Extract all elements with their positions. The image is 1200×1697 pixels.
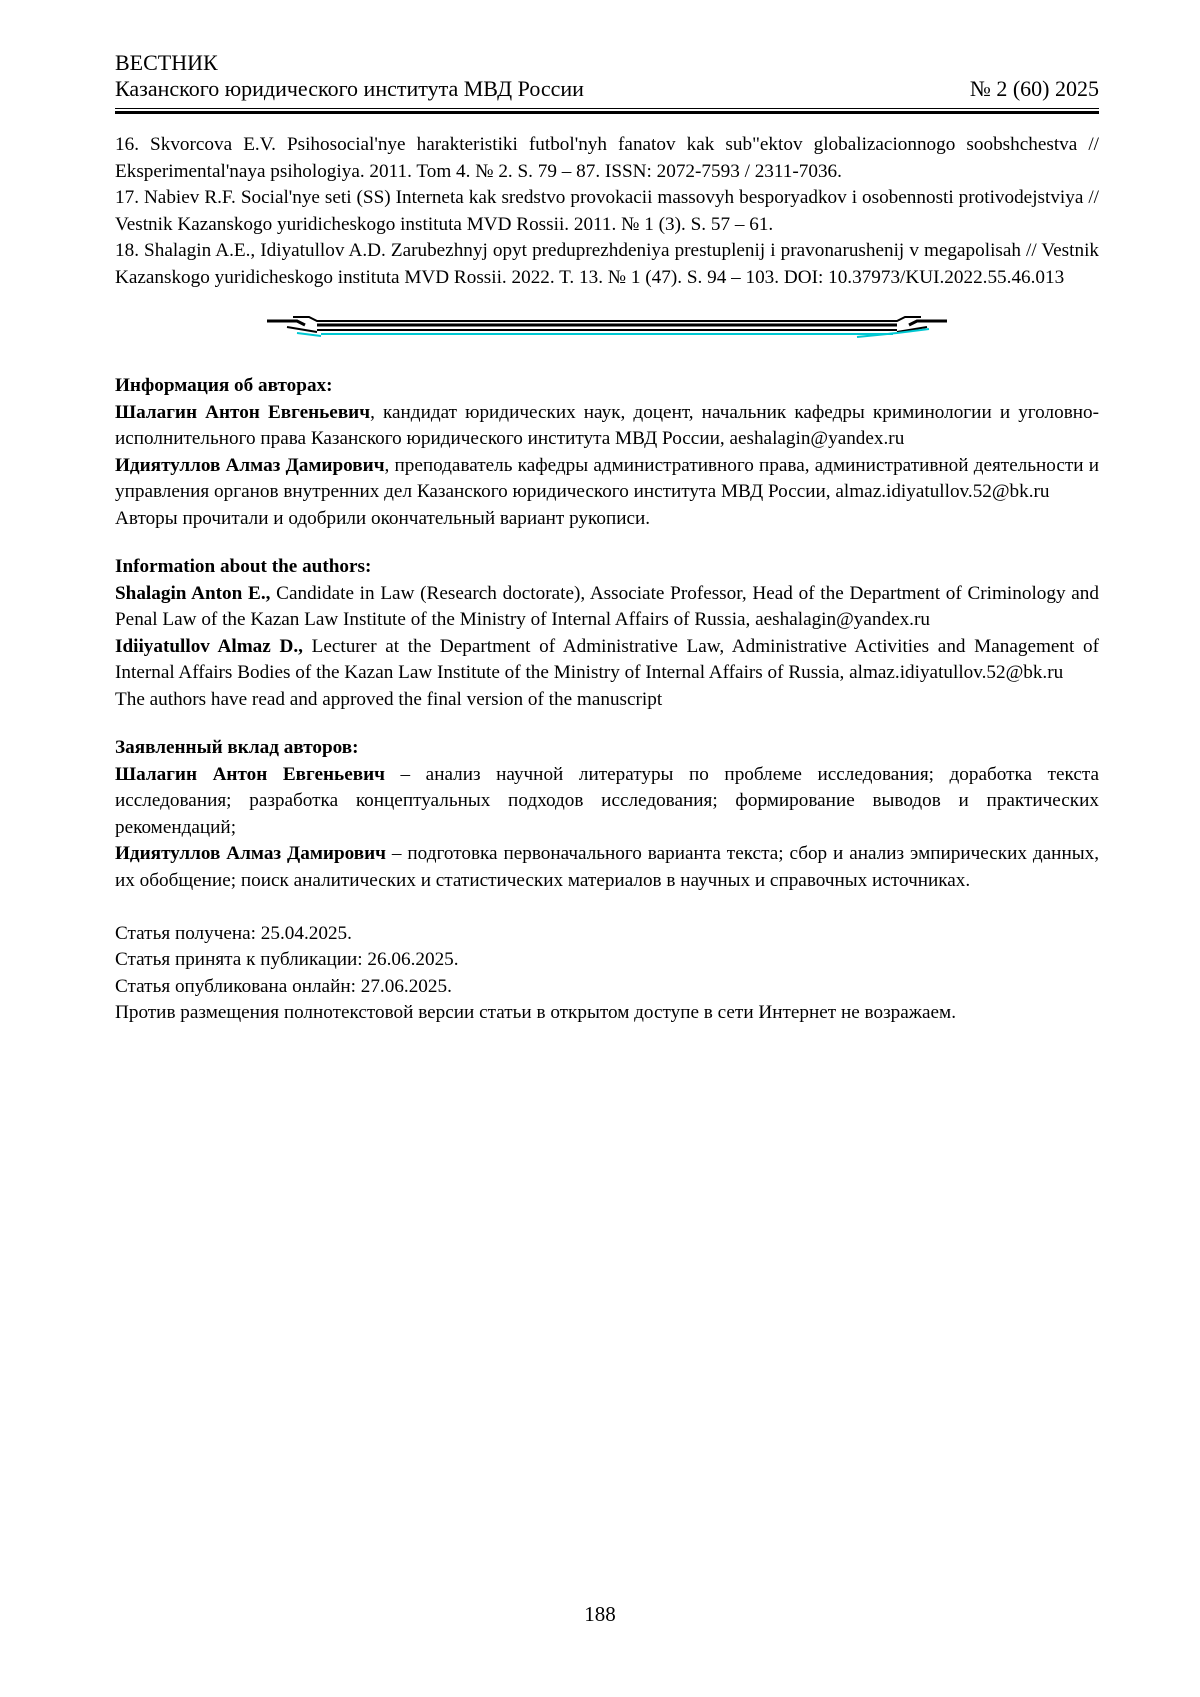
document-page [0, 0, 1200, 1697]
open-access-statement: Против размещения полнотекстовой версии статьи в открытом доступе в сети Интернет не возражаем. [115, 1000, 1099, 1027]
reference-18: 18. Shalagin A.E., Idiyatullov A.D. Zarubezhnyj opyt preduprezhdeniya prestuplenij i pravonarushenij v megapolisah // Vestnik Kazanskogo yuridicheskogo instituta MVD Rossii. 2022. T. 13. № 1 (47). S. 94 – 103. DOI: 10.37973/KUI.2022.55.46.013 [115, 238, 1099, 291]
author1-ru-name: Шалагин Антон Евгеньевич [115, 402, 370, 423]
authors-ru-author2 [115, 453, 1099, 506]
contribution-author2-text: – подготовка первоначального варианта текста; сбор и анализ эмпирических данных, их обобщение; поиск аналитических и статистических материалов в научных и справочных источниках. [115, 843, 1099, 891]
reference-17: 17. Nabiev R.F. Social'nye seti (SS) Interneta kak sredstvo provokacii massovyh besporyadkov i osobennosti protivodejstviya // Vestnik Kazanskogo yuridicheskogo instituta MVD Rossii. 2011. № 1 (3). S. 57 – 61. [115, 185, 1099, 238]
authors-en-title: Information about the authors: [115, 554, 1099, 581]
reference-16: 16. Skvorcova E.V. Psihosocial'nye harakteristiki futbol'nyh fanatov kak sub"ektov globalizacionnogo soobshchestva // Eksperimental'naya psihologiya. 2011. Tom 4. № 2. S. 79 – 87. ISSN: 2072-7593 / 2311-7036. [115, 132, 1099, 185]
author1-en-name: Shalagin Anton E., [115, 583, 270, 604]
author1-ru-text: , кандидат юридических наук, доцент, начальник кафедры криминологии и уголовно-исполнительного права Казанского юридического института МВД России, aeshalagin@yandex.ru [115, 402, 1099, 450]
page-body [115, 132, 1099, 1027]
contribution-title: Заявленный вклад авторов: [115, 735, 1099, 762]
contribution-author1 [115, 762, 1099, 842]
author2-ru-text: , преподаватель кафедры административного права, административной деятельности и управления органов внутренних дел Казанского юридического института МВД России, almaz.idiyatullov.52@bk.ru [115, 455, 1099, 503]
author2-ru-name: Идиятуллов Алмаз Дамирович [115, 455, 385, 476]
author1-en-text: Candidate in Law (Research doctorate), Associate Professor, Head of the Department of Criminology and Penal Law of the Kazan Law Institute of the Ministry of Internal Affairs of Russia, aeshalagin@yandex.ru [115, 583, 1099, 631]
authors-ru-author1 [115, 400, 1099, 453]
date-published: Статья опубликована онлайн: 27.06.2025. [115, 974, 1099, 1001]
journal-name-line2: Казанского юридического института МВД России [115, 76, 584, 102]
page-number: 188 [0, 1602, 1200, 1627]
contribution-author2-name: Идиятуллов Алмаз Дамирович [115, 843, 386, 864]
author2-en-name: Idiiyatullov Almaz D., [115, 636, 303, 657]
journal-header [115, 50, 1099, 102]
date-accepted: Статья принята к публикации: 26.06.2025. [115, 947, 1099, 974]
journal-header-row [115, 76, 1099, 102]
authors-en-author2 [115, 634, 1099, 687]
spacer [115, 894, 1099, 921]
ornamental-divider [257, 303, 957, 343]
header-rule [115, 108, 1099, 114]
journal-name-line1: ВЕСТНИК [115, 50, 1099, 76]
authors-ru-approval: Авторы прочитали и одобрили окончательный вариант рукописи. [115, 506, 1099, 533]
contribution-author1-name: Шалагин Антон Евгеньевич [115, 764, 385, 785]
authors-en-author1 [115, 581, 1099, 634]
contribution-author1-text: – анализ научной литературы по проблеме исследования; доработка текста исследования; разработка концептуальных подходов исследования; формирование выводов и практических рекомендаций; [115, 764, 1099, 838]
authors-ru-title: Информация об авторах: [115, 373, 1099, 400]
author2-en-text: Lecturer at the Department of Administrative Law, Administrative Activities and Management of Internal Affairs Bodies of the Kazan Law Institute of the Ministry of Internal Affairs of Russia, almaz.idiyatullov.52@bk.ru [115, 636, 1099, 684]
authors-en-approval: The authors have read and approved the final version of the manuscript [115, 687, 1099, 714]
issue-number: № 2 (60) 2025 [970, 76, 1099, 102]
date-received: Статья получена: 25.04.2025. [115, 921, 1099, 948]
contribution-author2 [115, 841, 1099, 894]
